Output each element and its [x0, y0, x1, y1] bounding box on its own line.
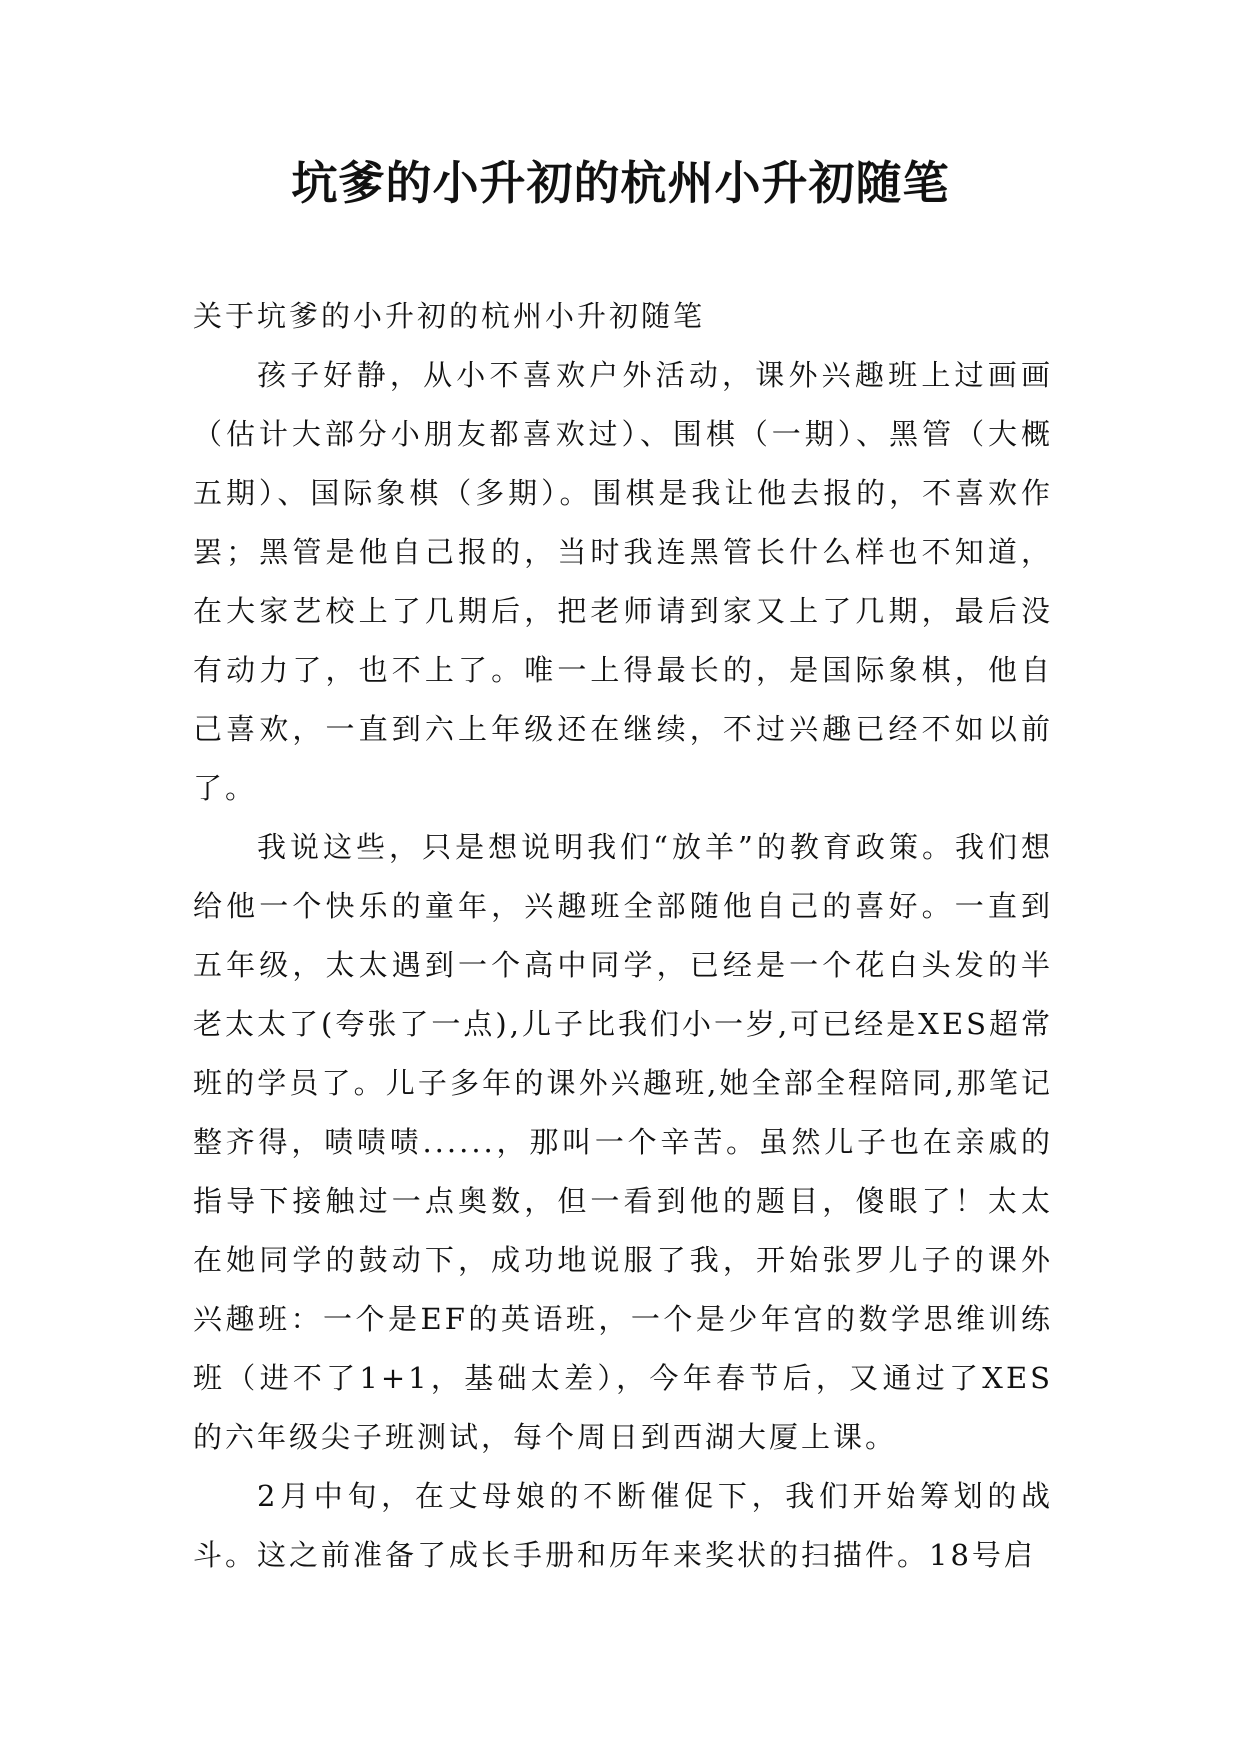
- paragraph-2: 我说这些，只是想说明我们“放羊”的教育政策。我们想给他一个快乐的童年，兴趣班全部随他自己的喜好。一直到五年级，太太遇到一个高中同学，已经是一个花白头发的半老太太了(夸张了一点),儿子比我们小一岁,可已经是XES超常班的学员了。儿子多年的课外兴趣班,她全部全程陪同,那笔记整齐得，啧啧啧......，那叫一个辛苦。虽然儿子也在亲戚的指导下接触过一点奥数，但一看到他的题目，傻眼了！太太在她同学的鼓动下，成功地说服了我，开始张罗儿子的课外兴趣班：一个是EF的英语班，一个是少年宫的数学思维训练班（进不了1+1，基础太差），今年春节后，又通过了XES的六年级尖子班测试，每个周日到西湖大厦上课。: [193, 830, 1053, 1454]
- paragraph-3: 2月中旬，在丈母娘的不断催促下，我们开始筹划的战斗。这之前准备了成长手册和历年来奖状的扫描件。18号启: [193, 1479, 1053, 1572]
- document-title: 坑爹的小升初的杭州小升初随笔: [291, 156, 950, 210]
- document-body: [193, 287, 1053, 1585]
- document-subtitle: 关于坑爹的小升初的杭州小升初随笔: [193, 299, 706, 333]
- paragraph-1: 孩子好静，从小不喜欢户外活动，课外兴趣班上过画画（估计大部分小朋友都喜欢过）、围棋（一期）、黑管（大概五期）、国际象棋（多期）。围棋是我让他去报的，不喜欢作罢；黑管是他自己报的，当时我连黑管长什么样也不知道，在大家艺校上了几期后，把老师请到家又上了几期，最后没有动力了，也不上了。唯一上得最长的，是国际象棋，他自己喜欢，一直到六上年级还在继续，不过兴趣已经不如以前了。: [193, 358, 1053, 805]
